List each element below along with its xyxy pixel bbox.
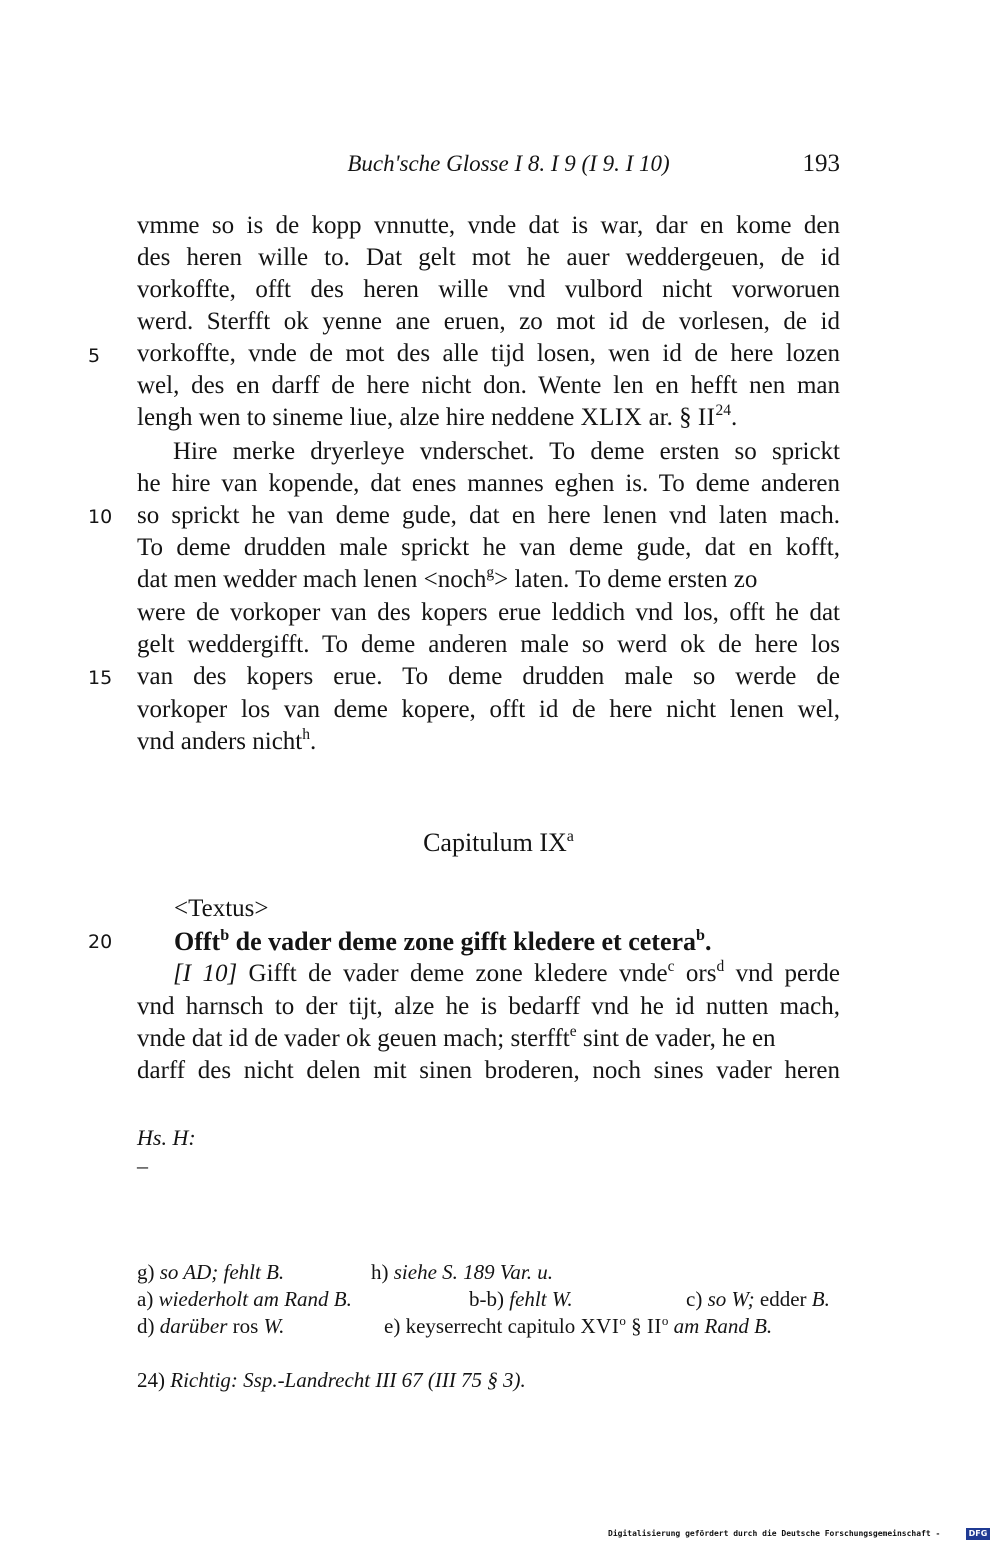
textus-label: <Textus> [174, 895, 269, 922]
footnote-e-text: keyserrecht capitulo [400, 1314, 581, 1338]
footnote-g [137, 1258, 284, 1286]
body-line-12-text: dat men wedder mach lenen <noch [137, 566, 487, 593]
footnote-c [686, 1285, 830, 1313]
footnote-24 [137, 1366, 526, 1394]
body-line-16: vorkoper los van deme kopere, offt id de here nicht lenen wel, [137, 696, 840, 723]
body-line-9: he hire van kopende, dat enes mannes eghen is. To deme anderen [137, 470, 840, 497]
footnote-c-mark: c) [686, 1287, 703, 1311]
footnote-d-mark: d) [137, 1314, 155, 1338]
chapter-heading [137, 826, 840, 860]
variant-mark-g: g [486, 563, 495, 581]
dfg-logo: DFG [966, 1528, 990, 1540]
lemma-text-b: de vader deme zone gifft kledere et cetera [229, 927, 697, 956]
body-line-8: Hire merke dryerleye vnderschet. To deme ersten so sprickt [173, 438, 840, 465]
manuscript-label: Hs. H: [137, 1125, 196, 1150]
footnote-c-italic: so W; [702, 1287, 755, 1311]
footnote-a-mark: a) [137, 1287, 154, 1311]
body-line-17-end: . [309, 728, 317, 755]
footnote-b-b [469, 1285, 573, 1313]
body-line-4: werd. Sterfft ok yenne ane eruen, zo mot id de vorlesen, de id [137, 308, 840, 335]
footnote-e-paragraph: § [625, 1314, 647, 1338]
footnote-24-mark: 24) [137, 1368, 165, 1392]
footnote-e-roman-2: II [646, 1314, 662, 1338]
footnote-d-siglum: W. [263, 1314, 285, 1338]
body-line-15: van des kopers erue. To deme drudden male so werde de [137, 663, 840, 690]
body-line-7-text: lengh wen to sineme liue, alze hire neddene [137, 404, 581, 431]
footnote-h-mark: h) [371, 1260, 389, 1284]
gloss-line-21-text-b: ors [674, 960, 717, 987]
gloss-line-21-text-c: vnd perde [724, 960, 840, 987]
lemma [174, 926, 712, 958]
body-line-17-text: vnd anders nicht [137, 728, 303, 755]
chapter-heading-text: Capitulum IX [423, 828, 567, 857]
footnote-a [137, 1285, 352, 1313]
footnote-e-tail: am Rand B. [668, 1314, 773, 1338]
footnote-b-b-text: fehlt W. [504, 1287, 573, 1311]
footnote-e-mark: e) [384, 1314, 401, 1338]
page-number: 193 [802, 150, 840, 177]
body-line-7-end: . [731, 404, 738, 431]
body-line-12 [137, 564, 840, 596]
lemma-text-a: Offt [174, 927, 221, 956]
digitization-credit: Digitalisierung gefördert durch die Deutsche Forschungsgemeinschaft - [608, 1529, 941, 1538]
line-number-15: 15 [88, 667, 113, 689]
footnote-d [137, 1312, 284, 1340]
roman-numeral: XLIX [580, 404, 643, 431]
manuscript-dash: – [137, 1153, 148, 1178]
running-title: Buch'sche Glosse I 8. I 9 (I 9. I 10) [347, 151, 670, 176]
variant-mark-h: h [302, 725, 310, 743]
footnote-h [371, 1258, 553, 1286]
body-line-17 [137, 726, 840, 758]
line-number-5: 5 [88, 345, 101, 367]
gloss-reference: [I 10] [173, 960, 238, 987]
body-line-2: des heren wille to. Dat gelt mot he auer weddergeuen, de id [137, 244, 840, 271]
gloss-line-23-text-a: vnde dat id de vader ok geuen mach; sterfft [137, 1025, 570, 1052]
body-line-6: wel, des en darff de here nicht don. Wente len en hefft nen man [137, 372, 840, 399]
body-line-13: were de vorkoper van des kopers erue leddich vnd los, offt he dat [137, 599, 840, 626]
footnote-d-italic: darüber [154, 1314, 228, 1338]
gloss-line-24: darff des nicht delen mit sinen broderen, noch sines vader heren [137, 1057, 840, 1084]
variant-mark-b-end: b [696, 926, 705, 944]
gloss-line-21-text-a: Gifft de vader deme zone kledere vnde [237, 960, 668, 987]
variant-mark-b-start: b [220, 926, 230, 944]
footnote-a-text: wiederholt am Rand B. [153, 1287, 352, 1311]
running-header [137, 148, 840, 180]
body-line-1: vmme so is de kopp vnnutte, vnde dat is war, dar en kome den [137, 212, 840, 239]
line-number-10: 10 [88, 506, 113, 528]
body-line-3: vorkoffte, offt des heren wille vnd vulbord nicht vorworuen [137, 276, 840, 303]
footnote-c-siglum: B. [811, 1287, 830, 1311]
footnote-g-mark: g) [137, 1260, 155, 1284]
footnote-g-text: so AD; fehlt B. [154, 1260, 285, 1284]
body-line-7 [137, 402, 840, 434]
body-line-11: To deme drudden male sprickt he van deme gude, dat en kofft, [137, 534, 840, 561]
variant-mark-c: c [667, 957, 675, 975]
gloss-line-21 [137, 958, 840, 990]
variant-mark-d: d [716, 957, 725, 975]
footnote-24-text: Richtig: Ssp.-Landrecht III 67 (III 75 § 3). [165, 1368, 526, 1392]
footnote-e [384, 1312, 772, 1340]
footnote-d-text: ros [227, 1314, 264, 1338]
footnote-e-roman: XVI [580, 1314, 620, 1338]
body-line-7-text-b: ar. § [642, 404, 698, 431]
body-line-5: vorkoffte, vnde de mot des alle tijd losen, wen id de here lozen [137, 340, 840, 367]
body-line-10: so sprickt he van deme gude, dat en here lenen vnd laten mach. [137, 502, 840, 529]
variant-mark-e: e [569, 1022, 577, 1040]
footnote-e-sup-2: o [661, 1312, 669, 1328]
line-number-20: 20 [88, 931, 113, 953]
footnote-c-text: edder [754, 1287, 812, 1311]
gloss-line-23 [137, 1023, 840, 1055]
footnote-b-b-mark: b-b) [469, 1287, 504, 1311]
footnote-ref-24: 24 [715, 401, 732, 419]
gloss-line-23-text-b: sint de vader, he en [576, 1025, 776, 1052]
gloss-line-22: vnd harnsch to der tijt, alze he is bedarff vnd he id nutten mach, [137, 993, 840, 1020]
footnote-h-text: siehe S. 189 Var. u. [388, 1260, 553, 1284]
footnote-e-sup-1: o [619, 1312, 626, 1328]
lemma-end: . [705, 927, 712, 956]
body-line-14: gelt weddergifft. To deme anderen male so werd ok de here los [137, 631, 840, 658]
variant-mark-a: a [566, 827, 574, 845]
body-line-12-text-b: > laten. To deme ersten zo [494, 566, 758, 593]
roman-numeral-paragraph: II [697, 404, 716, 431]
